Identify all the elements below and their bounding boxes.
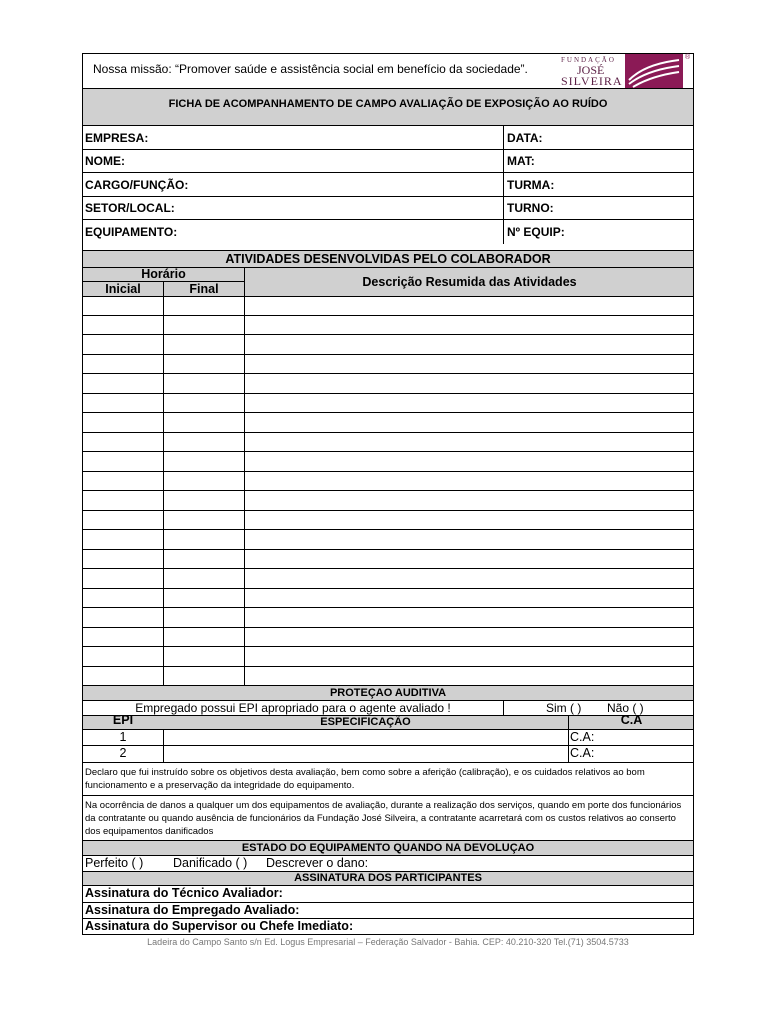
final-header: Final [189,282,219,296]
epi-row-1-ca: C.A: [570,730,595,744]
mission-text: Nossa missão: “Promover saúde e assistência social em benefício da sociedade”. [93,62,528,76]
field-equipamento-label: EQUIPAMENTO: [85,225,178,239]
descrever-dano-label: Descrever o dano: [266,856,369,870]
epi-row-2-num: 2 [119,746,127,760]
activity-row [83,549,693,550]
activity-row [83,373,693,374]
activity-row [83,490,693,491]
epi-row-1-num: 1 [119,730,127,744]
activity-row [83,412,693,413]
epi-nao-option[interactable]: Não ( ) [607,701,644,715]
activity-row [83,334,693,335]
field-data-label: DATA: [507,131,543,145]
assinatura-title: ASSINATURA DOS PARTICIPANTES [294,872,482,884]
descricao-header: Descrição Resumida das Atividades [362,275,577,289]
logo-line1: FUNDAÇÃO [561,56,616,64]
activity-row [83,354,693,355]
field-nome-label: NOME: [85,154,125,168]
danificado-option[interactable]: Danificado ( ) [173,856,248,870]
protecao-title: PROTEÇAO AUDITIVA [329,687,447,699]
activity-row [83,471,693,472]
activity-row [83,432,693,433]
epi-question: Empregado possui EPI apropriado para o agente avaliado ! [135,701,451,715]
activity-row [83,568,693,569]
field-cargo-label: CARGO/FUNÇÃO: [85,178,189,192]
field-turma-label: TURMA: [507,178,555,192]
field-turno-label: TURNO: [507,201,554,215]
activity-row [83,627,693,628]
logo-emblem-icon [625,54,683,88]
activity-row [83,529,693,530]
field-nequip-label: Nº EQUIP: [507,225,565,239]
declaracao-text: Declaro que fui instruído sobre os objetivos desta avaliação, bem como sobre a aferição (calibração), e os cuidados relativos ao bom funcionamento e a preservação da integridade do equipamento. [85,767,645,791]
form-sheet [82,53,694,935]
footer-address: Ladeira do Campo Santo s/n Ed. Logus Empresarial – Federação Salvador - Bahia. CEP: 40.210-320 Tel.(71) 3504.5733 [147,937,629,947]
estado-title: ESTADO DO EQUIPAMENTO QUANDO NA DEVOLUÇAO [241,842,535,854]
activity-row [83,588,693,589]
logo-line2: JOSÉ [577,63,605,77]
assinatura-tecnico-label: Assinatura do Técnico Avaliador: [85,886,283,900]
epi-row-2-ca: C.A: [570,746,595,760]
activity-rows [83,296,693,686]
activities-title: ATIVIDADES DESENVOLVIDAS PELO COLABORADOR [225,252,551,266]
registered-icon: ® [685,54,691,61]
logo-line3: SILVEIRA [561,74,623,88]
field-mat-label: MAT: [507,154,535,168]
activity-row [83,315,693,316]
activity-row [83,666,693,667]
especificacao-header: ESPECIFICAÇÃO [320,716,411,728]
horario-header: Horário [141,267,186,281]
danos-text: Na ocorrência de danos a qualquer um dos equipamentos de avaliação, durante a realização dos serviços, quando em porte dos funcionários da contratante ou quando ausência de funcionários da Fundação José Silveira, a contratante acarretará com os custos relativos ao conserto dos equipamentos danificados [85,800,682,837]
activity-row [83,646,693,647]
activity-row [83,607,693,608]
form-title: FICHA DE ACOMPANHAMENTO DE CAMPO AVALIAÇÃO DE EXPOSIÇÃO AO RUÍDO [168,98,608,110]
inicial-header: Inicial [105,282,141,296]
activity-row [83,393,693,394]
perfeito-option[interactable]: Perfeito ( ) [85,856,144,870]
assinatura-supervisor-label: Assinatura do Supervisor ou Chefe Imediato: [85,919,354,933]
header-fields [83,126,693,244]
activity-row [83,451,693,452]
field-empresa-label: EMPRESA: [85,131,149,145]
assinatura-empregado-label: Assinatura do Empregado Avaliado: [85,903,300,917]
activity-row [83,510,693,511]
ca-header: C.A [620,713,643,727]
logo [561,54,693,88]
epi-header: EPI [112,713,134,727]
field-setor-label: SETOR/LOCAL: [85,201,175,215]
epi-sim-option[interactable]: Sim ( ) [546,701,582,715]
